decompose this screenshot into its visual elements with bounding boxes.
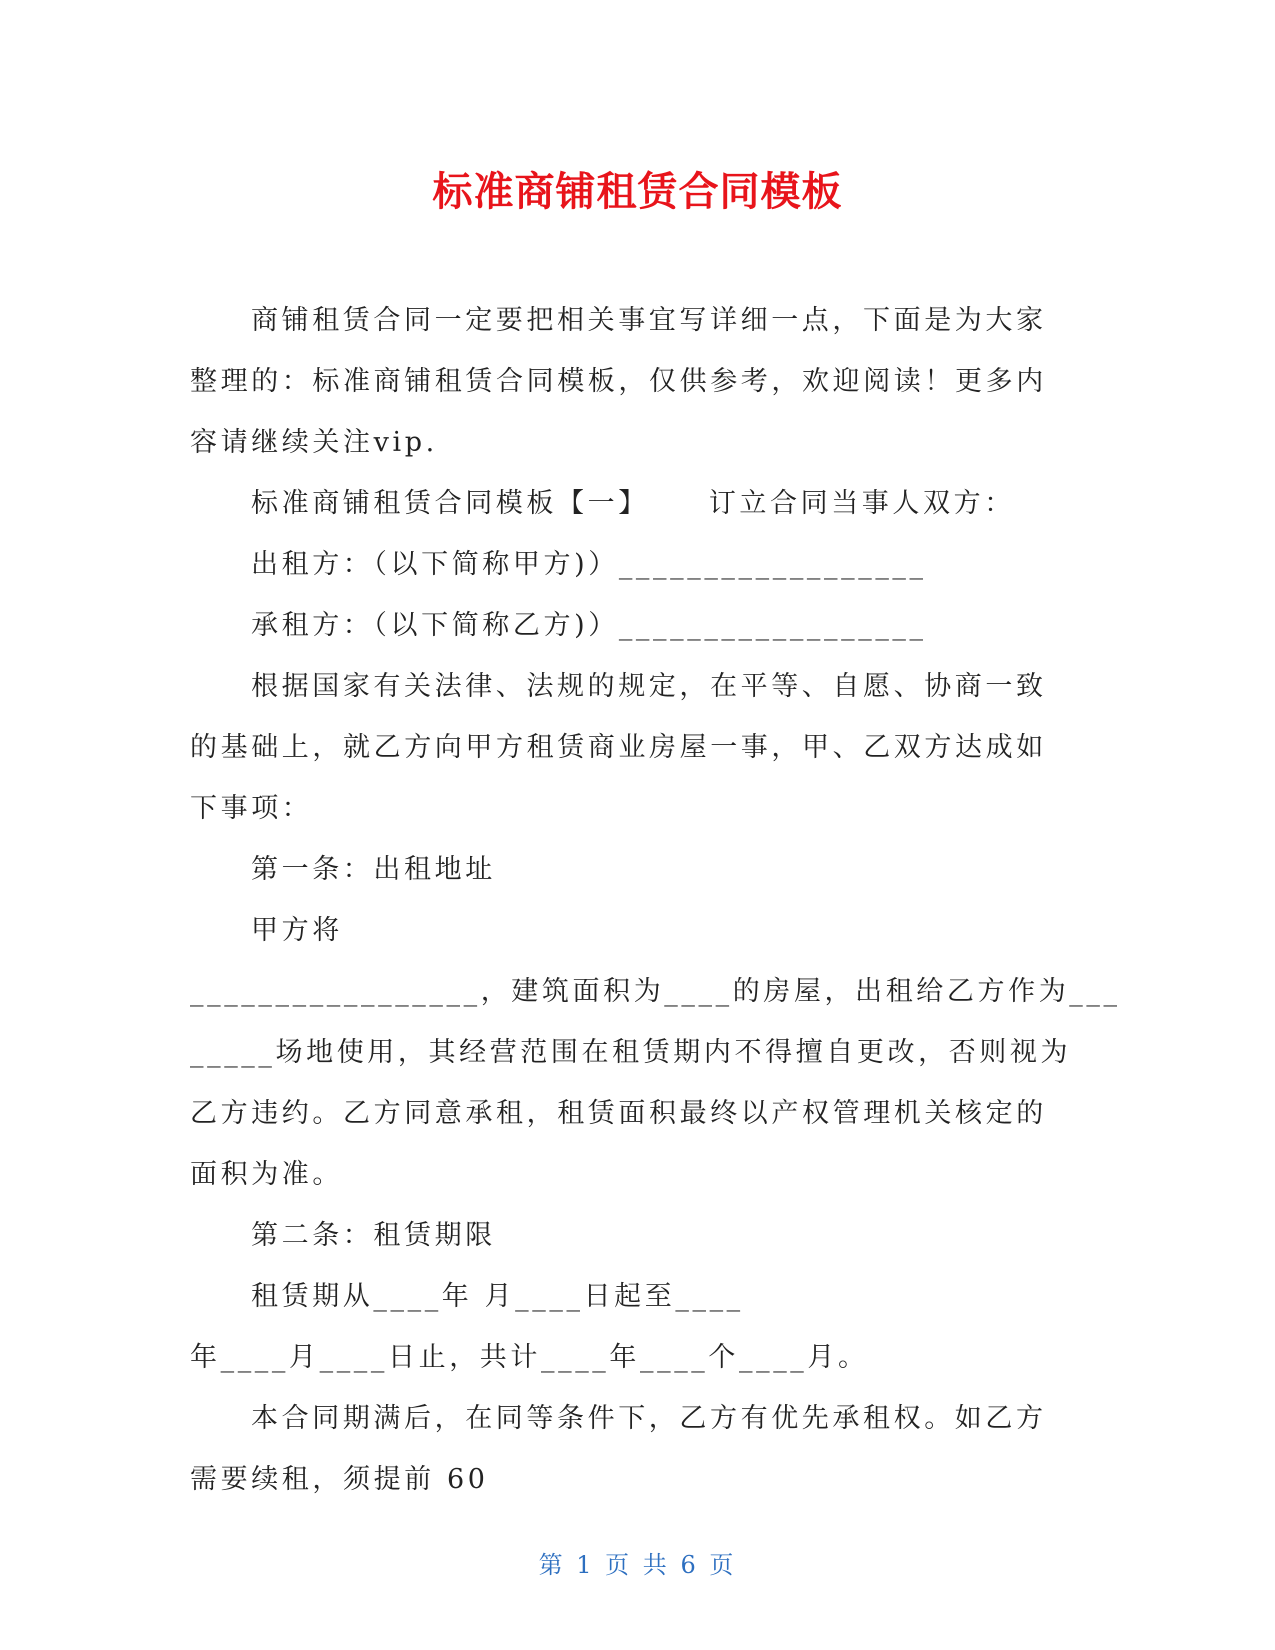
paragraph-line: 容请继续关注vip.	[190, 427, 438, 458]
paragraph-line: 承租方：（以下简称乙方)）__________________	[251, 610, 927, 641]
article-heading: 第二条：租赁期限	[251, 1220, 496, 1251]
paragraph-line: 甲方将	[251, 915, 343, 946]
paragraph-line: _____场地使用，其经营范围在租赁期内不得擅自更改，否则视为	[190, 1037, 1072, 1068]
document-body	[190, 290, 1121, 1510]
paragraph-line: 根据国家有关法律、法规的规定，在平等、自愿、协商一致	[251, 671, 1047, 702]
paragraph-line: 租赁期从____年 月____日起至____	[251, 1281, 744, 1312]
paragraph-line: 商铺租赁合同一定要把相关事宜写详细一点，下面是为大家	[251, 305, 1047, 336]
paragraph-line	[190, 473, 1085, 534]
paragraph-line: 的基础上，就乙方向甲方租赁商业房屋一事，甲、乙双方达成如	[190, 732, 1047, 763]
paragraph-line: 年____月____日止，共计____年____个____月。	[190, 1342, 869, 1373]
paragraph-line: _________________，建筑面积为____的房屋，出租给乙方作为___	[190, 976, 1121, 1007]
paragraph-line: 整理的：标准商铺租赁合同模板，仅供参考，欢迎阅读！更多内	[190, 366, 1047, 397]
paragraph-line: 下事项：	[190, 793, 313, 824]
page-number-footer: 第 1 页 共 6 页	[538, 1551, 737, 1579]
paragraph-line: 本合同期满后，在同等条件下，乙方有优先承租权。如乙方	[251, 1403, 1047, 1434]
section-heading: 标准商铺租赁合同模板【一】	[251, 488, 649, 519]
paragraph-line: 乙方违约。乙方同意承租，租赁面积最终以产权管理机关核定的	[190, 1098, 1047, 1129]
document-title: 标准商铺租赁合同模板	[432, 169, 843, 215]
paragraph-line: 面积为准。	[190, 1159, 343, 1190]
paragraph-line: 需要续租，须提前 60	[190, 1464, 489, 1495]
article-heading: 第一条：出租地址	[251, 854, 496, 885]
paragraph-text: 订立合同当事人双方：	[708, 488, 1015, 519]
paragraph-line: 出租方：（以下简称甲方)）__________________	[251, 549, 927, 580]
